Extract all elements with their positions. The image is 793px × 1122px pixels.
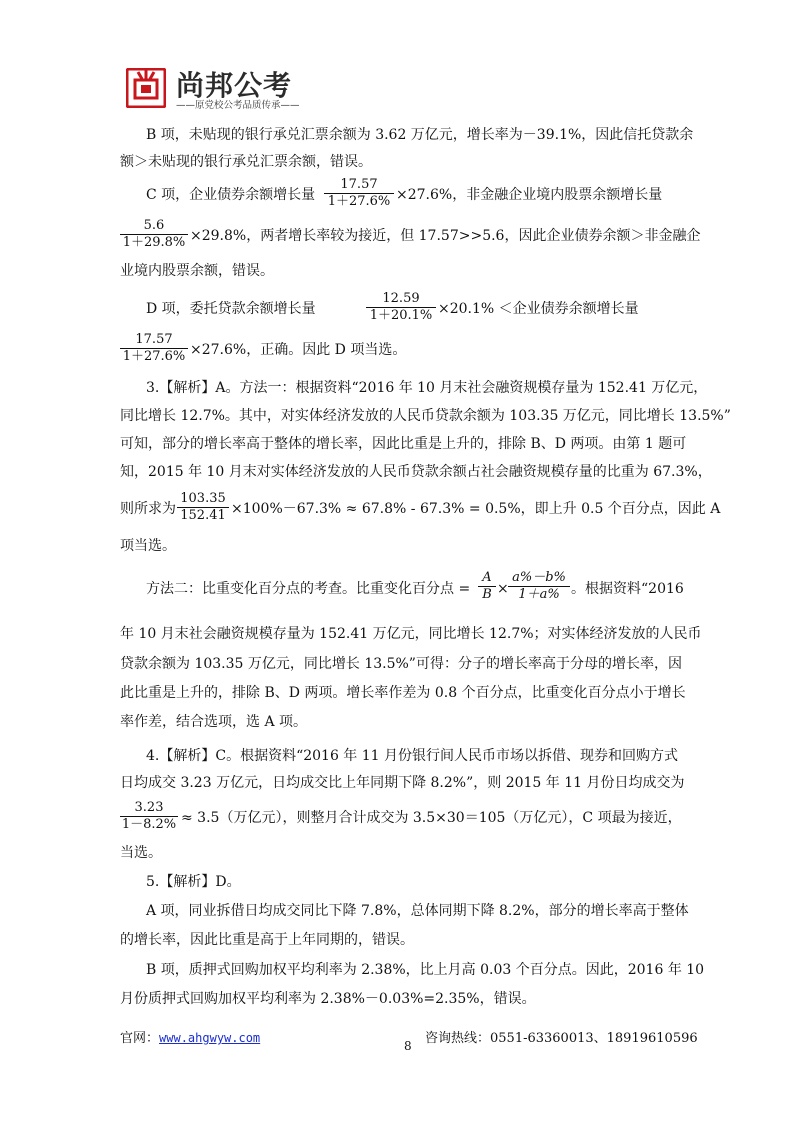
fraction-denominator: 152.41 bbox=[177, 507, 229, 524]
text-line: 日均成交 3.23 万亿元，日均成交比上年同期下降 8.2%”，则 2015 年 11 月份日均成交为 bbox=[120, 775, 685, 791]
text-line: ×29.8%，两者增长率较为接近，但 17.57>>5.6，因此企业债券余额＞非金融企 bbox=[190, 228, 701, 244]
text-line: C 项，企业债券余额增长量 bbox=[146, 187, 316, 203]
fraction bbox=[478, 570, 496, 603]
text-line: 率作差，结合选项，选 A 项。 bbox=[120, 714, 308, 730]
website-link[interactable]: www.ahgwyw.com bbox=[159, 1031, 261, 1045]
fraction-numerator: 3.23 bbox=[134, 800, 164, 815]
text-line: ×27.6%，正确。因此 D 项当选。 bbox=[190, 342, 407, 358]
fraction-numerator: 17.57 bbox=[135, 332, 173, 347]
text-line: 业境内股票余额，错误。 bbox=[120, 263, 274, 279]
text-line: 则所求为 bbox=[120, 501, 176, 517]
text-line: D 项，委托贷款余额增长量 bbox=[146, 301, 316, 317]
fraction-denominator: 1＋27.6% bbox=[324, 193, 394, 210]
website-label: 官网： bbox=[120, 1031, 160, 1046]
fraction bbox=[120, 800, 178, 833]
text-line: 4.【解析】C。根据资料“2016 年 11 月份银行间人民币市场以拆借、现券和回购方式 bbox=[146, 748, 679, 764]
text-line: 年 10 月末社会融资规模存量为 152.41 万亿元，同比增长 12.7%；对实体经济发放的人民币 bbox=[120, 626, 702, 642]
text-line: 知，2015 年 10 月末对实体经济发放的人民币贷款余额占社会融资规模存量的比重为 67.3%， bbox=[120, 464, 712, 480]
fraction-denominator: 1＋a% bbox=[508, 586, 570, 603]
fraction bbox=[120, 218, 188, 251]
text-line: 当选。 bbox=[120, 845, 162, 861]
text-line: B 项，质押式回购加权平均利率为 2.38%，比上月高 0.03 个百分点。因此，2016 年 10 bbox=[146, 962, 705, 978]
text-line: 额＞未贴现的银行承兑汇票余额，错误。 bbox=[120, 154, 372, 170]
fraction bbox=[366, 291, 436, 324]
text-line: 的增长率，因此比重是高于上年同期的，错误。 bbox=[120, 932, 414, 948]
footer-website bbox=[120, 1027, 260, 1046]
fraction-denominator: 1＋20.1% bbox=[366, 307, 436, 324]
times-sign: × bbox=[497, 581, 509, 597]
text-line: ≈ 3.5（万亿元），则整月合计成交为 3.5×30＝105（万亿元），C 项最为接近， bbox=[181, 810, 682, 826]
fraction-denominator: 1＋27.6% bbox=[120, 348, 188, 365]
fraction bbox=[508, 570, 570, 603]
fraction-denominator: B bbox=[478, 586, 496, 603]
text-line: ×100%－67.3% ≈ 67.8% - 67.3% = 0.5%，即上升 0.5 个百分点，因此 A bbox=[231, 501, 721, 517]
fraction bbox=[177, 491, 229, 524]
text-line: B 项，未贴现的银行承兑汇票余额为 3.62 万亿元，增长率为－39.1%，因此信托贷款余 bbox=[146, 127, 694, 143]
fraction-numerator: a%－b% bbox=[512, 570, 566, 585]
text-line: 贷款余额为 103.35 万亿元，同比增长 13.5%”可得：分子的增长率高于分母的增长率，因 bbox=[120, 656, 682, 672]
text-line: 方法二：比重变化百分点的考查。比重变化百分点 = bbox=[146, 581, 471, 597]
text-line: 。根据资料“2016 bbox=[571, 581, 684, 597]
text-line: 同比增长 12.7%。其中，对实体经济发放的人民币贷款余额为 103.35 万亿元，同比增长 13.5%” bbox=[120, 408, 731, 424]
fraction bbox=[324, 177, 394, 210]
fraction-denominator: 1＋29.8% bbox=[120, 234, 188, 251]
brand-name: 尚邦公考 bbox=[176, 69, 293, 102]
fraction-numerator: 12.59 bbox=[382, 291, 420, 306]
fraction-numerator: 5.6 bbox=[143, 218, 165, 233]
text-line: A 项，同业拆借日均成交同比下降 7.8%，总体同期下降 8.2%，部分的增长率高于整体 bbox=[146, 903, 689, 919]
text-line: 项当选。 bbox=[120, 538, 176, 554]
text-line: 月份质押式回购加权平均利率为 2.38%－0.03%=2.35%，错误。 bbox=[120, 991, 536, 1007]
text-line: ×27.6%，非金融企业境内股票余额增长量 bbox=[396, 187, 663, 203]
page-number: 8 bbox=[404, 1039, 412, 1053]
text-line: 可知，部分的增长率高于整体的增长率，因此比重是上升的，排除 B、D 两项。由第 1 题可 bbox=[120, 436, 687, 452]
text-line: 5.【解析】D。 bbox=[146, 874, 241, 890]
text-line: ×20.1% ＜企业债券余额增长量 bbox=[438, 301, 639, 317]
fraction bbox=[120, 332, 188, 365]
fraction-numerator: 103.35 bbox=[180, 491, 226, 506]
fraction-numerator: A bbox=[482, 570, 492, 585]
footer-hotline: 咨询热线：0551-63360013、18919610596 bbox=[425, 1031, 698, 1046]
brand-slogan: ——原党校公考品质传承—— bbox=[176, 100, 300, 111]
text-line: 此比重是上升的，排除 B、D 两项。增长率作差为 0.8 个百分点，比重变化百分点小于增长 bbox=[120, 685, 686, 701]
text-line: 3.【解析】A。方法一：根据资料“2016 年 10 月末社会融资规模存量为 152.41 万亿元， bbox=[146, 380, 708, 396]
fraction-denominator: 1－8.2% bbox=[121, 817, 177, 832]
fraction-numerator: 17.57 bbox=[340, 177, 378, 192]
